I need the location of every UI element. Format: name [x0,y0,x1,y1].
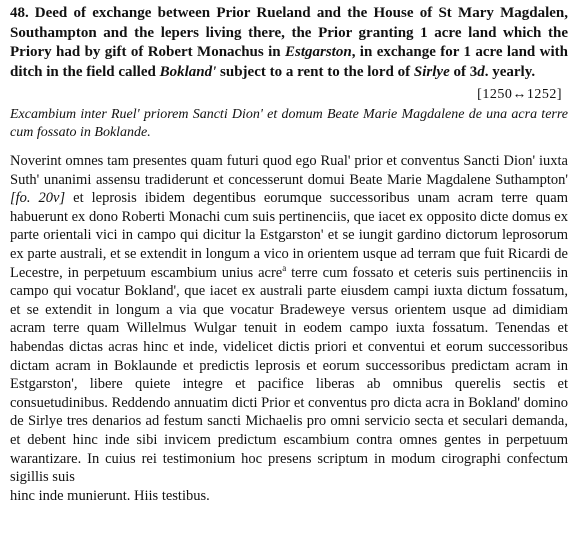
heading-place: Estgarston [284,44,352,60]
entry-heading [10,4,568,82]
heading-text-1: Deed of exchange between Prior Rueland and the House of St Mary Magdalen, Southampton and the lepers living there, the Prior granting 1 acre land which the Priory had by gift of Robert Monachus in [10,5,568,60]
heading-text-5: . yearly. [484,63,536,80]
latin-summary: Excambium inter Ruel' priorem Sancti Dion' et domum Beate Marie Magdalene de una acra terre cum fossato in Boklande. [10,107,568,140]
heading-text-2: , in exchange for 1 acre land with ditch in the field called [10,44,568,80]
charter-text [10,152,568,505]
date-range: [1250↔1252] [477,87,562,102]
heading-text-4: of 3 [449,63,478,80]
footnote-mark: a [282,262,287,273]
heading-d: d [477,63,485,80]
heading-lord: Sirlye [413,63,450,80]
charter-text-part-4: hinc inde munierunt. Hiis testibus. [10,487,210,504]
heading-text-3: subject to a rent to the lord of [216,63,414,80]
entry-number: 48. [10,5,29,21]
charter-text-part-1: Noverint omnes tam presentes quam futuri quod ego Rual' prior et conventus Sancti Dion' iuxta Suth' unanimi assensu tradiderunt et concesserunt domui Beate Marie Magdalene Suthampton' [10,153,568,188]
heading-field: Bokland' [159,63,217,80]
document-page [10,0,568,520]
folio-reference: [fo. 20v] [10,190,66,207]
charter-text-part-3: terre cum fossato et ceteris suis pertinenciis in campo qui vocatur Bokland', que iacet ex australi parte eiusdem campi iuxta dictum fossatum, et se extendit in longum a via que vocatur Bradeweye versus orientem usque ad dimidiam acram terre quam Willelmus Wulgar tenuit in eodem campo iuxta fossatum. Tenendas et habendas dictas acras hinc et inde, videlicet dictis priori et conventui et eorum successoribus dictam acram in Boklaunde et predictis leprosis et eorum successoribus predictam acram in Estgarston', libere quiete integre et pacifice liberas ab omnibus querelis sectis et consuetudinibus. Reddendo annuatim dicti Prior et conventus pro dicta acra in Bokland' domino de Sirlye tres denarios ad festum sancti Michaelis pro omni servicio secta et seculari demanda, et debent hinc inde sibi invicem predictum escambium contra omnes gentes in perpetuum warantizare. In cuius rei testimonium hoc presens scriptum in modum cirographi confectum sigillis suis [10,264,569,486]
charter-text-part-2: et leprosis ibidem degentibus eorumque successoribus unam acram terre quam habuerunt ex dono Roberti Monachi cum suis pertinenciis, que iacet ex opposito dicte domus ex parte orientali vici in campo qui dicitur la Estgarston' et se iungit gardino dictorum leprosorum ex parte australi, et se extendit in longum a vico in orientem usque ad terram que fuit Ricardi de Lecestre, in perpetuum escambium unius acre [10,190,569,281]
